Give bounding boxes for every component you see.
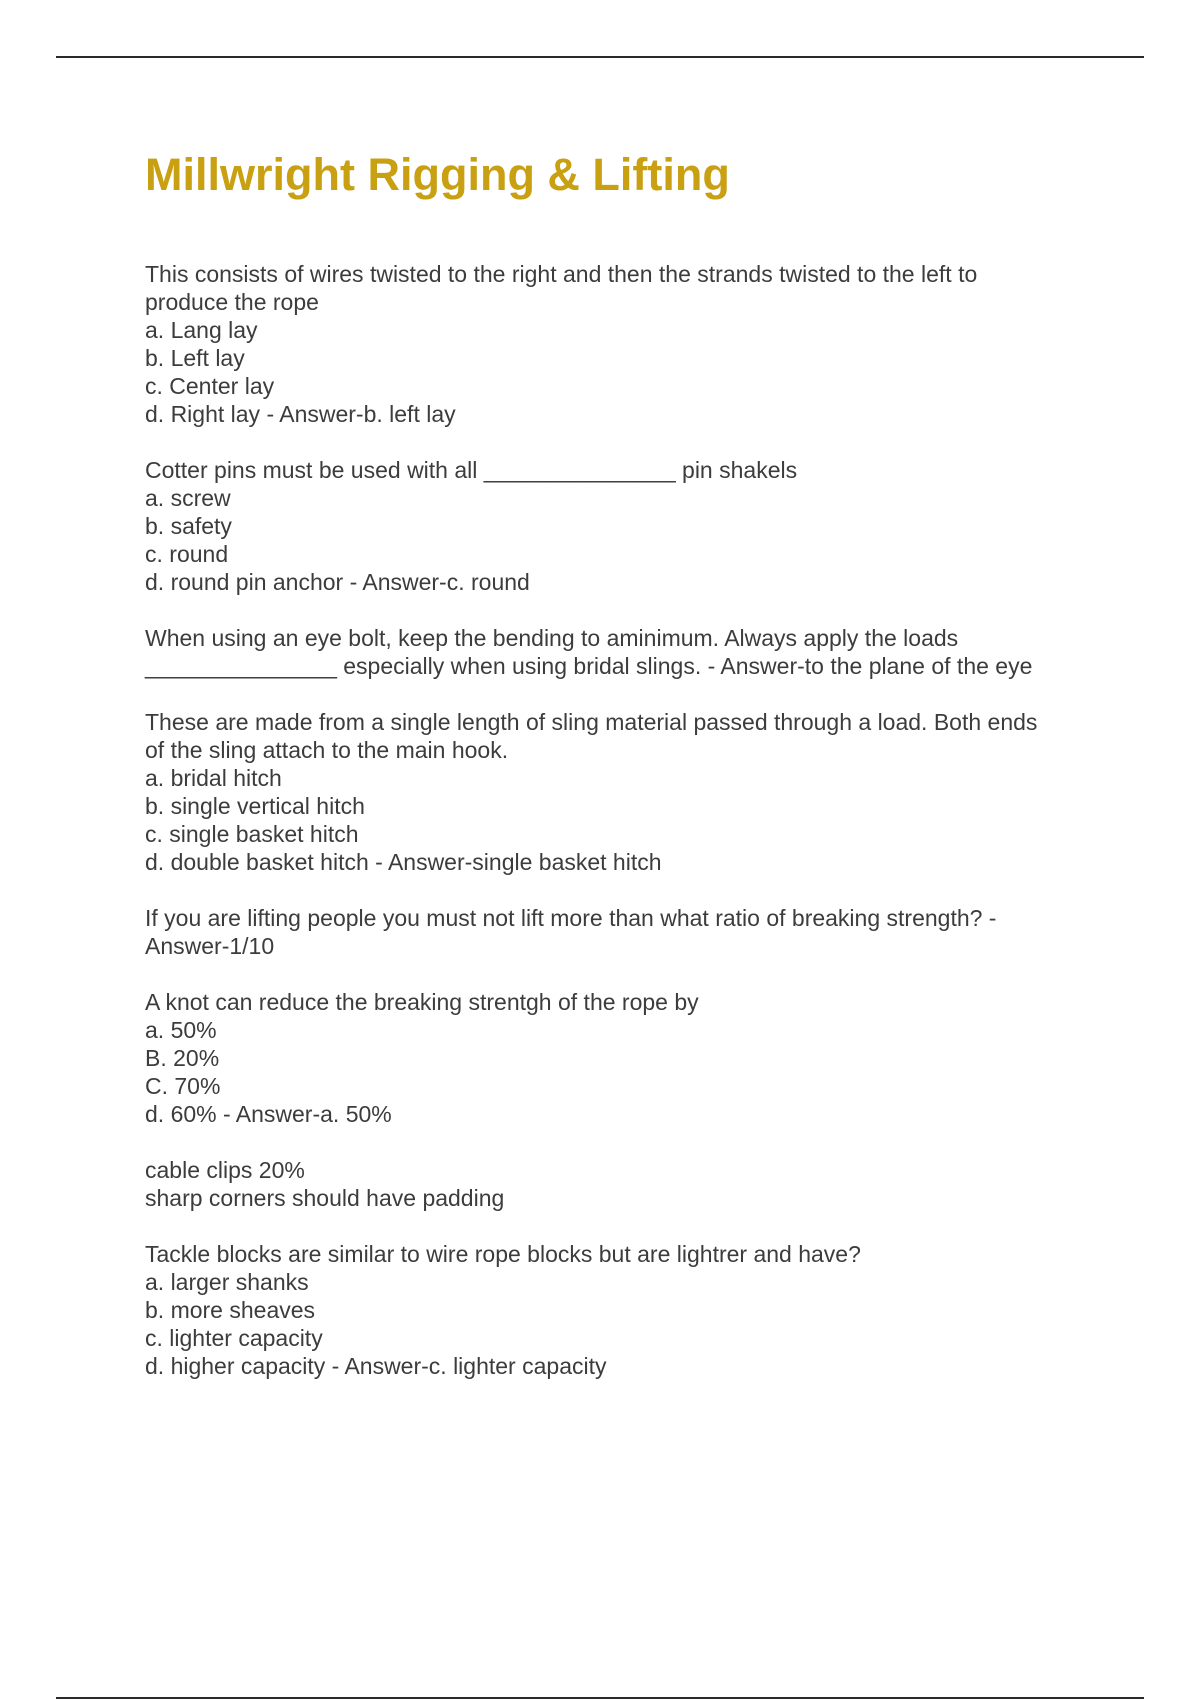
text-line: a. larger shanks [145, 1269, 309, 1295]
bottom-rule [56, 1697, 1144, 1699]
text-line: These are made from a single length of sling material passed through a load. Both ends [145, 709, 1038, 735]
text-line: c. Center lay [145, 373, 275, 399]
text-line: b. Left lay [145, 345, 245, 371]
text-line: c. round [145, 541, 229, 567]
text-line: b. safety [145, 513, 232, 539]
text-line: sharp corners should have padding [145, 1185, 505, 1211]
text-line: d. Right lay - Answer-b. left lay [145, 401, 456, 427]
text-line: of the sling attach to the main hook. [145, 737, 509, 763]
document-body [145, 145, 1105, 1408]
text-line: _______________ especially when using bridal slings. - Answer-to the plane of the eye [145, 653, 1033, 679]
text-line: Answer-1/10 [145, 933, 275, 959]
top-rule [56, 56, 1144, 58]
text-line: Tackle blocks are similar to wire rope blocks but are lightrer and have? [145, 1241, 861, 1267]
text-line: When using an eye bolt, keep the bending to aminimum. Always apply the loads [145, 625, 959, 651]
text-line: a. screw [145, 485, 231, 511]
text-line: Cotter pins must be used with all _______________ pin shakels [145, 457, 798, 483]
text-line: produce the rope [145, 289, 319, 315]
text-line: c. lighter capacity [145, 1325, 323, 1351]
text-line: b. single vertical hitch [145, 793, 365, 819]
qa-block-5 [145, 904, 1105, 960]
text-line: C. 70% [145, 1073, 221, 1099]
qa-block-8 [145, 1240, 1105, 1380]
text-line: cable clips 20% [145, 1157, 305, 1183]
qa-block-7 [145, 1156, 1105, 1212]
text-line: d. round pin anchor - Answer-c. round [145, 569, 530, 595]
qa-block-6 [145, 988, 1105, 1128]
text-line: d. higher capacity - Answer-c. lighter capacity [145, 1353, 607, 1379]
text-line: If you are lifting people you must not lift more than what ratio of breaking strength? - [145, 905, 997, 931]
qa-block-1 [145, 260, 1105, 428]
qa-block-3 [145, 624, 1105, 680]
qa-block-4 [145, 708, 1105, 876]
text-line: d. 60% - Answer-a. 50% [145, 1101, 392, 1127]
text-line: A knot can reduce the breaking strentgh of the rope by [145, 989, 699, 1015]
text-line: B. 20% [145, 1045, 220, 1071]
text-line: d. double basket hitch - Answer-single basket hitch [145, 849, 662, 875]
text-line: This consists of wires twisted to the right and then the strands twisted to the left to [145, 261, 978, 287]
text-line: a. bridal hitch [145, 765, 282, 791]
text-line: a. Lang lay [145, 317, 258, 343]
qa-block-2 [145, 456, 1105, 596]
document-title: Millwright Rigging & Lifting [145, 149, 730, 200]
text-line: c. single basket hitch [145, 821, 359, 847]
text-line: a. 50% [145, 1017, 217, 1043]
text-line: b. more sheaves [145, 1297, 316, 1323]
